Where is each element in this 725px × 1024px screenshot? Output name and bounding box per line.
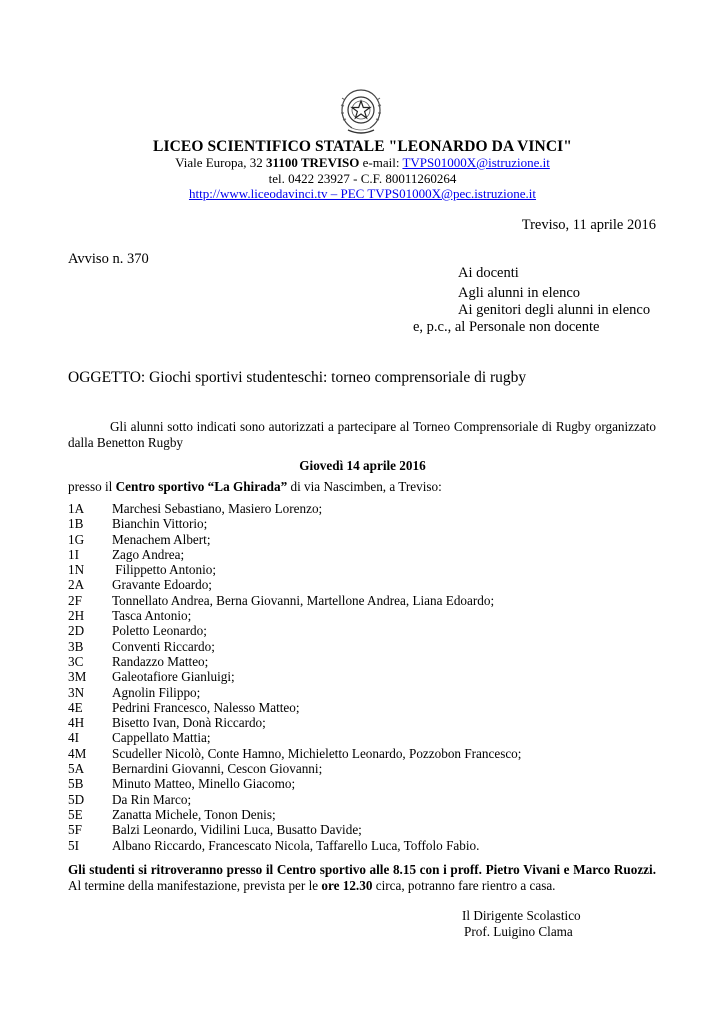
recipient-staff: e, p.c., al Personale non docente <box>413 319 600 335</box>
venue-line <box>68 479 442 495</box>
student-names: Zago Andrea; <box>112 546 185 562</box>
venue-prefix: presso il <box>68 479 116 494</box>
student-names: Randazzo Matteo; <box>112 653 209 669</box>
student-row <box>68 715 668 730</box>
meeting-info: Gli studenti si ritroveranno presso il Centro sportivo alle 8.15 con i proff. Pietro Vivani e Marco Ruozzi. <box>68 862 656 877</box>
italian-republic-emblem-icon <box>336 86 386 138</box>
school-address: Viale Europa, 32 <box>175 155 267 170</box>
student-names: Bisetto Ivan, Donà Riccardo; <box>112 715 266 731</box>
student-names: Tonnellato Andrea, Berna Giovanni, Martellone Andrea, Liana Edoardo; <box>112 592 495 608</box>
student-names: Minuto Matteo, Minello Giacomo; <box>112 776 296 792</box>
student-names: Agnolin Filippo; <box>112 684 201 700</box>
student-names: Albano Riccardo, Francescato Nicola, Taffarello Luca, Toffolo Fabio. <box>112 837 480 853</box>
email-link[interactable]: TVPS01000X@istruzione.it <box>402 155 550 170</box>
class-code: 3M <box>68 669 87 685</box>
student-names: Poletto Leonardo; <box>112 623 207 639</box>
student-row <box>68 669 668 684</box>
student-row <box>68 761 668 776</box>
class-code: 3C <box>68 653 84 669</box>
student-list <box>68 501 668 853</box>
class-code: 5I <box>68 837 79 853</box>
student-row <box>68 623 668 638</box>
student-names: Da Rin Marco; <box>112 791 192 807</box>
class-code: 4M <box>68 745 87 761</box>
event-date: Giovedì 14 aprile 2016 <box>299 458 426 473</box>
student-row <box>68 792 668 807</box>
student-names: Conventi Riccardo; <box>112 638 215 654</box>
student-names: Zanatta Michele, Tonon Denis; <box>112 806 276 822</box>
student-names: Marchesi Sebastiano, Masiero Lorenzo; <box>112 501 323 516</box>
student-names: Menachem Albert; <box>112 531 211 547</box>
class-code: 5A <box>68 761 85 777</box>
student-row <box>68 593 668 608</box>
class-code: 2D <box>68 623 85 639</box>
class-code: 2A <box>68 577 85 593</box>
student-row <box>68 776 668 791</box>
end-time: ore 12.30 <box>321 878 373 893</box>
student-row <box>68 700 668 715</box>
school-name: LICEO SCIENTIFICO STATALE "LEONARDO DA VINCI" <box>153 138 572 155</box>
student-row <box>68 562 668 577</box>
class-code: 2H <box>68 608 85 624</box>
student-names: Galeotafiore Gianluigi; <box>112 669 235 685</box>
class-code: 1B <box>68 516 84 532</box>
subject-line: OGGETTO: Giochi sportivi studenteschi: torneo comprensoriale di rugby <box>68 369 527 386</box>
body-paragraph: Gli alunni sotto indicati sono autorizzati a partecipare al Torneo Comprensoriale di Rugby organizzato dalla Benetton Rugby <box>68 419 656 450</box>
class-code: 1G <box>68 531 85 547</box>
student-row <box>68 654 668 669</box>
student-names: Gravante Edoardo; <box>112 577 212 593</box>
student-row <box>68 685 668 700</box>
closing-text: Al termine della manifestazione, prevista per le <box>68 878 322 893</box>
class-code: 5B <box>68 776 84 792</box>
recipient-teachers: Ai docenti <box>458 265 519 281</box>
student-names: Balzi Leonardo, Vidilini Luca, Busatto Davide; <box>112 822 362 838</box>
student-names: Cappellato Mattia; <box>112 730 211 746</box>
place-date: Treviso, 11 aprile 2016 <box>521 217 656 233</box>
closing-end: circa, potranno fare rientro a casa. <box>372 878 556 893</box>
signature-name: Prof. Luigino Clama <box>464 924 573 939</box>
student-names: Tasca Antonio; <box>112 608 192 624</box>
student-names: Filippetto Antonio; <box>112 562 217 578</box>
student-row <box>68 577 668 592</box>
phone-fiscal-code: tel. 0422 23927 - C.F. 80011260264 <box>268 171 457 186</box>
student-row <box>68 639 668 654</box>
student-names: Bernardini Giovanni, Cescon Giovanni; <box>112 761 323 777</box>
class-code: 1N <box>68 562 85 578</box>
student-row <box>68 547 668 562</box>
school-address-line <box>0 155 725 171</box>
class-code: 5D <box>68 791 85 807</box>
school-city: 31100 TREVISO <box>266 155 360 170</box>
student-row <box>68 501 668 516</box>
class-code: 5E <box>68 806 83 822</box>
class-code: 4E <box>68 699 83 715</box>
recipient-students: Agli alunni in elenco <box>458 285 581 301</box>
student-row <box>68 807 668 822</box>
venue-name: Centro sportivo “La Ghirada” <box>115 479 288 494</box>
class-code: 1I <box>68 546 79 562</box>
student-names: Scudeller Nicolò, Conte Hamno, Michieletto Leonardo, Pozzobon Francesco; <box>112 745 522 761</box>
email-label: e-mail: <box>359 155 403 170</box>
class-code: 4H <box>68 715 85 731</box>
website-pec-link[interactable] <box>0 186 725 202</box>
venue-suffix: di via Nascimben, a Treviso: <box>287 479 442 494</box>
student-row <box>68 822 668 837</box>
class-code: 1A <box>68 501 85 516</box>
student-row <box>68 746 668 761</box>
student-names: Pedrini Francesco, Nalesso Matteo; <box>112 699 300 715</box>
class-code: 2F <box>68 592 82 608</box>
class-code: 3N <box>68 684 85 700</box>
recipient-parents: Ai genitori degli alunni in elenco <box>458 302 651 318</box>
student-row <box>68 730 668 745</box>
student-row <box>68 838 668 853</box>
class-code: 3B <box>68 638 84 654</box>
closing-paragraph <box>68 862 656 894</box>
signature-role: Il Dirigente Scolastico <box>462 908 581 923</box>
website-pec-text[interactable]: http://www.liceodavinci.tv – PEC TVPS01000X@pec.istruzione.it <box>188 186 537 201</box>
class-code: 5F <box>68 822 82 838</box>
student-row <box>68 532 668 547</box>
notice-number: Avviso n. 370 <box>68 251 149 267</box>
student-row <box>68 608 668 623</box>
student-row <box>68 516 668 531</box>
student-names: Bianchin Vittorio; <box>112 516 208 532</box>
class-code: 4I <box>68 730 79 746</box>
